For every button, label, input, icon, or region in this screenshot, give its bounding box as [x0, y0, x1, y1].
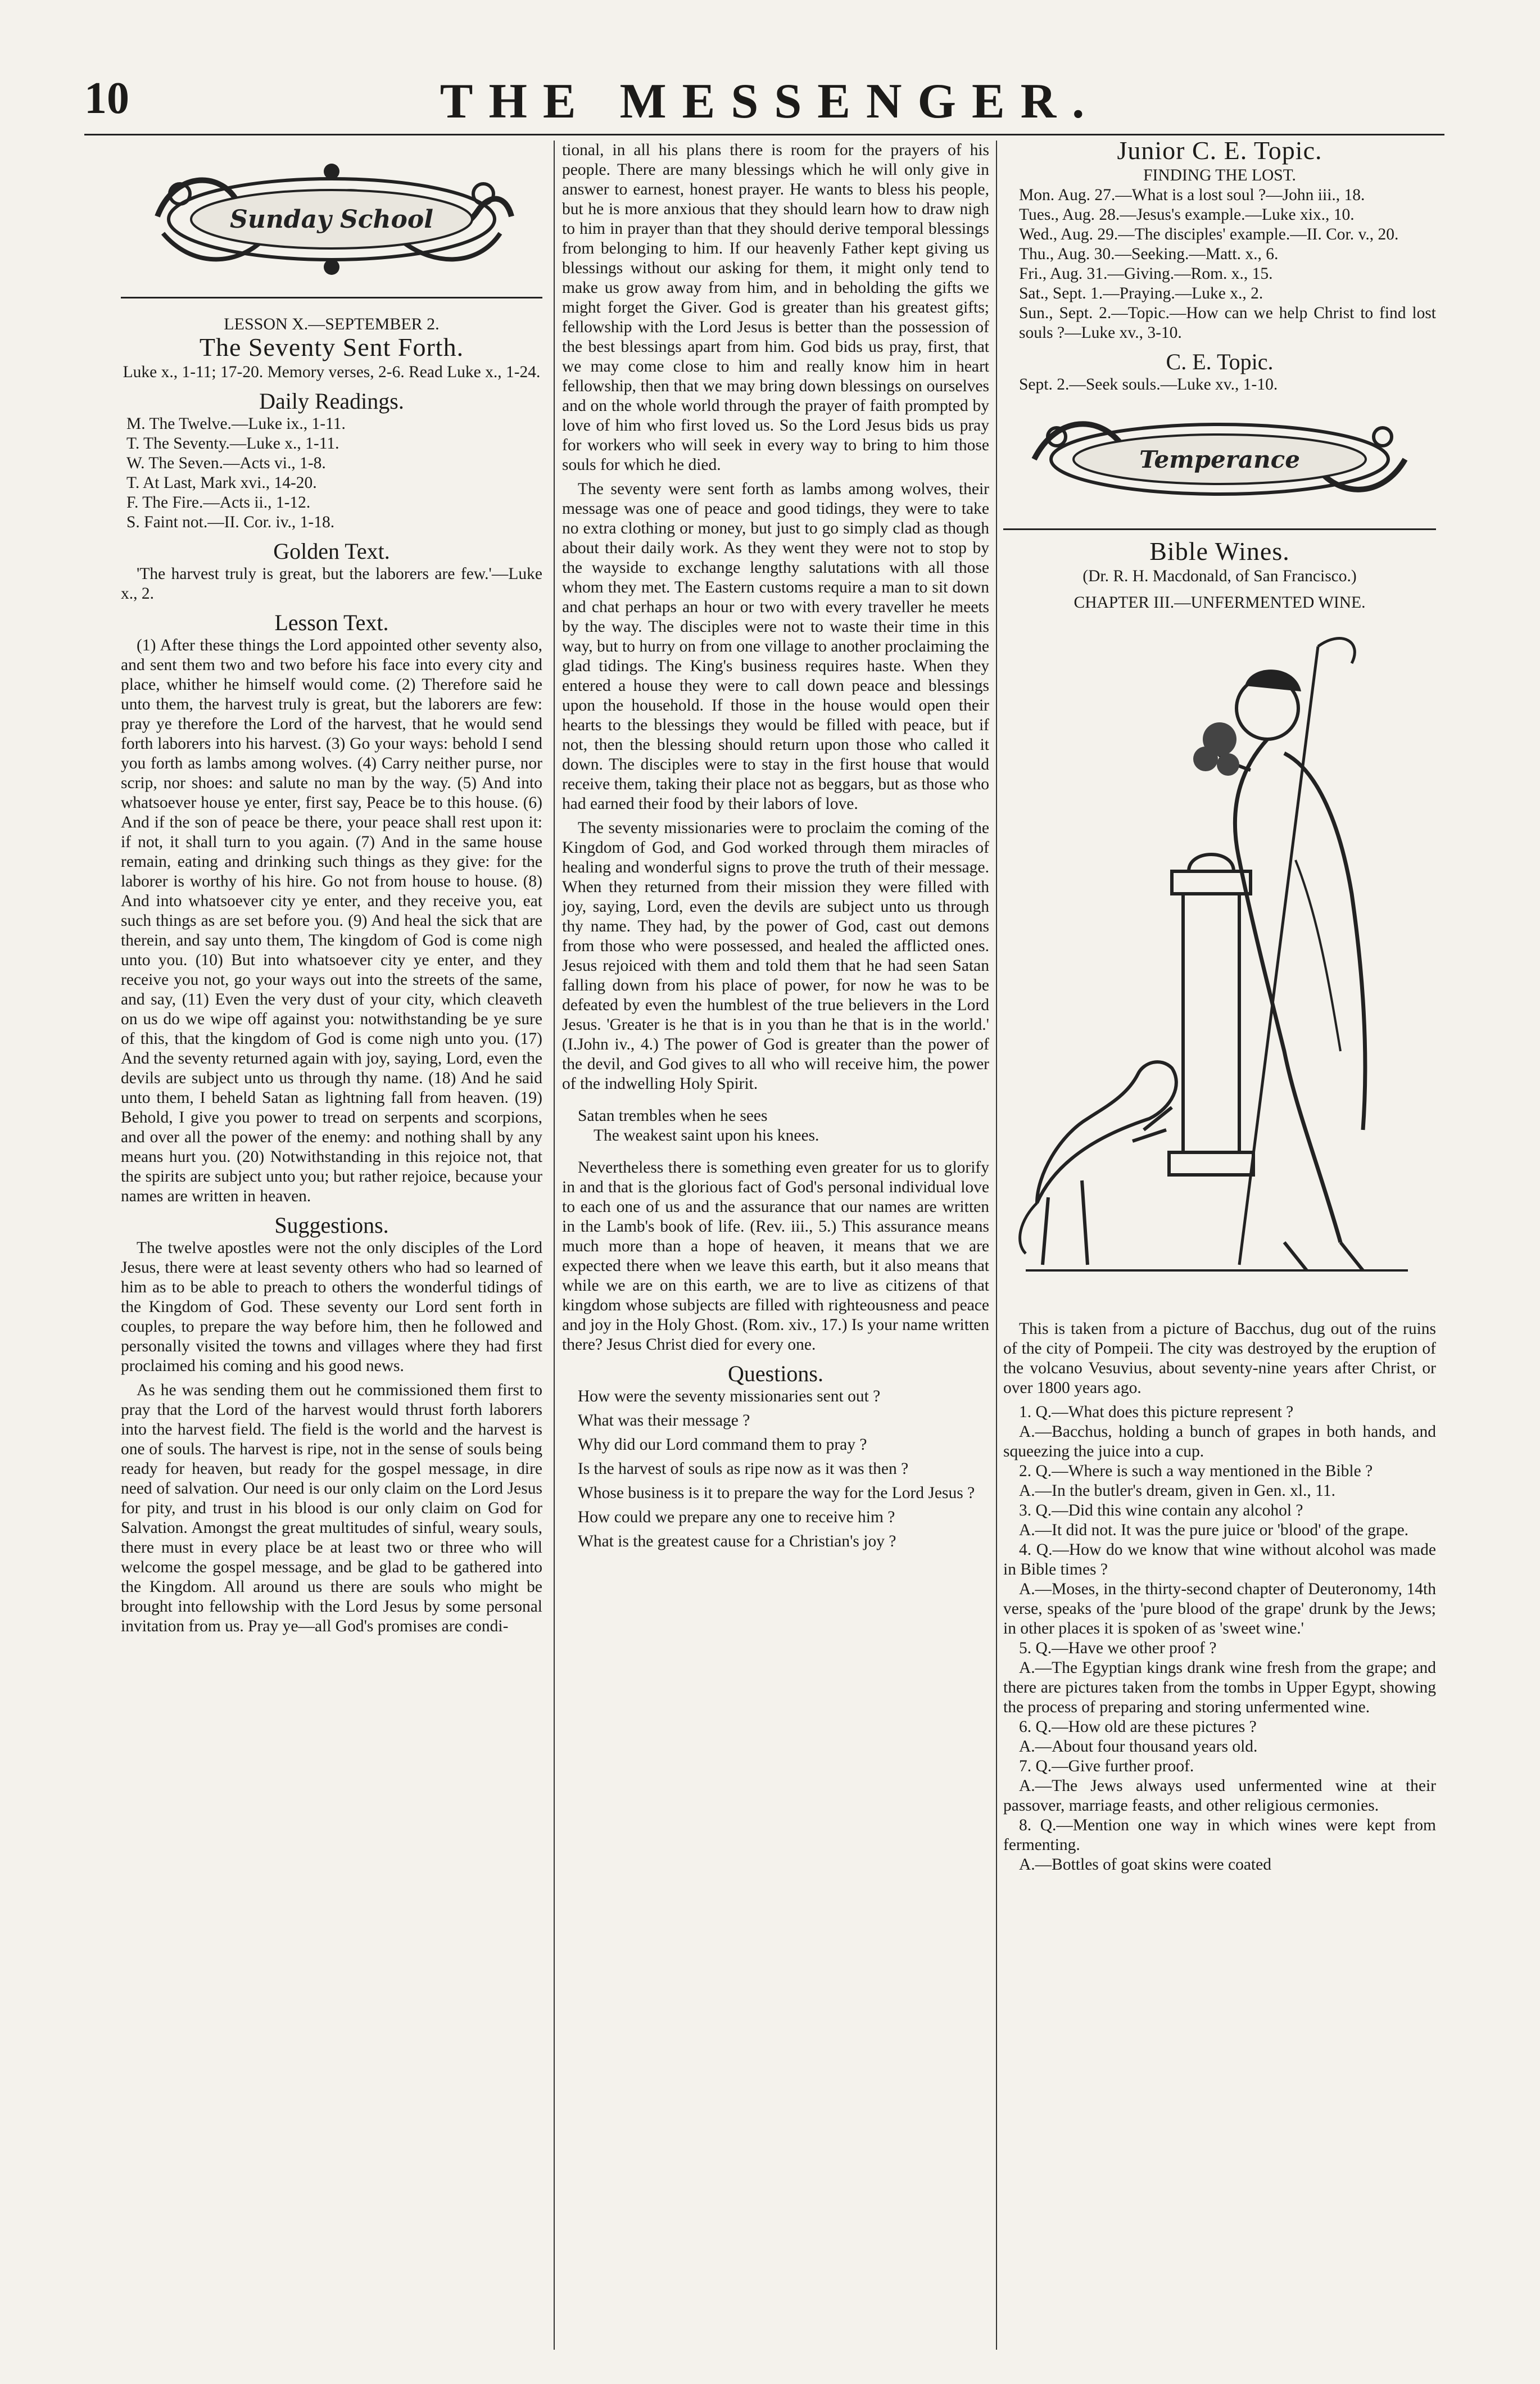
column-sunday-school	[121, 141, 542, 1641]
lesson-text-heading: Lesson Text.	[274, 610, 389, 635]
column-divider	[554, 141, 555, 2350]
ornament-scroll-icon	[1023, 403, 1416, 515]
qa-line: 7. Q.—Give further proof.	[1019, 1757, 1194, 1775]
sunday-school-ornament	[121, 141, 542, 292]
topic-item: Tues., Aug. 28.—Jesus's example.—Luke xix., 10.	[1019, 206, 1355, 224]
qa-line: A.—The Egyptian kings drank wine fresh from the grape; and there are pictures taken from the tombs in Upper Egypt, showing the process of preparing and storing unfermented wine.	[1003, 1659, 1436, 1716]
qa-line: 8. Q.—Mention one way in which wines were kept from fermenting.	[1003, 1816, 1436, 1854]
ornament-scroll-icon	[141, 149, 523, 284]
topic-item: Wed., Aug. 29.—The disciples' example.—II. Cor. v., 20.	[1019, 225, 1399, 243]
masthead	[0, 73, 1540, 141]
qa-line: A.—Moses, in the thirty-second chapter of Deuteronomy, 14th verse, speaks of the 'pure blood of the grape' drunk by the Jews; in other places it is spoken of as 'sweet wine.'	[1003, 1580, 1436, 1637]
column-topics	[1003, 136, 1436, 1875]
suggestions-paragraph: As he was sending them out he commissioned them first to pray that the Lord of the harvest would thrust forth laborers into the harvest field. The field is the world and the harvest is one of souls. The harvest is ripe, not in the sense of souls being ready for heaven, but ready for the gospel message, in dire need of salvation. Our need is our only claim on the Lord Jesus for pity, and trust in his blood is our only claim on God for Salvation. Amongst the great multitudes of sinful, weary souls, there must in every place be at least two or three who will welcome the gospel message, and be glad to be gathered into the Kingdom. All around us there are souls who might be brought into fellowship with the Lord Jesus by some personal invitation from us. Pray ye—all God's promises are condi-	[121, 1381, 542, 1635]
bacchus-illustration	[1003, 624, 1436, 1304]
daily-reading: M. The Twelve.—Luke ix., 1-11.	[126, 415, 346, 433]
column-divider	[996, 141, 997, 2350]
golden-text-heading: Golden Text.	[273, 539, 390, 564]
daily-reading: S. Faint not.—II. Cor. iv., 1-18.	[126, 513, 335, 531]
section-rule	[121, 297, 542, 298]
lesson-text-body: (1) After these things the Lord appointed other seventy also, and sent them two and two before his face into every city and place, whither he himself would come. (2) Therefore said he unto them, the harvest truly is great, but the laborers are few: pray ye therefore the Lord of the harvest, that he would send forth laborers into his harvest. (3) Go your ways: behold I send you forth as lambs among wolves. (4) Carry neither purse, nor scrip, nor shoes: and salute no man by the way. (5) And into whatsoever house ye enter, first say, Peace be to this house. (6) And if the son of peace be there, your peace shall rest upon it: if not, it shall turn to you again. (7) And in the same house remain, eating and drinking such things as they give: for the laborer is worthy of his hire. Go not from house to house. (8) And into whatsoever city ye enter, and they receive you, eat such things as are set before you. (9) And heal the sick that are therein, and say unto them, The kingdom of God is come nigh unto you. (10) But into whatsoever city ye enter, and they receive you not, go your ways out into the streets of the same, and say, (11) Even the very dust of your city, which cleaveth on us do we wipe off against you: notwithstanding be ye sure of this, that the kingdom of God is come nigh unto you. (17) And the seventy returned again with joy, saying, Lord, even the devils are subject unto us through thy name. (18) And he said unto them, I beheld Satan as lightning fall from heaven. (19) Behold, I give you power to tread on serpents and scorpions, and over all the power of the enemy: and nothing shall by any means hurt you. (20) Notwithstanding in this rejoice not, that the spirits are subject unto you; but rather rejoice, because your names are written in heaven.	[121, 636, 542, 1205]
question: Whose business is it to prepare the way for the Lord Jesus ?	[578, 1484, 975, 1502]
qa-line: 2. Q.—Where is such a way mentioned in the Bible ?	[1019, 1462, 1373, 1480]
qa-line: A.—About four thousand years old.	[1019, 1738, 1258, 1756]
questions-heading: Questions.	[728, 1361, 823, 1386]
question: What was their message ?	[578, 1412, 750, 1430]
qa-line: 3. Q.—Did this wine contain any alcohol ?	[1019, 1501, 1303, 1519]
topic-item: Fri., Aug. 31.—Giving.—Rom. x., 15.	[1019, 265, 1273, 283]
column-commentary	[562, 141, 989, 1556]
qa-line: A.—The Jews always used unfermented wine at their passover, marriage feasts, and other religious cermonies.	[1003, 1777, 1436, 1815]
commentary-paragraph: tional, in all his plans there is room for the prayers of his people. There are many blessings which he will only give in answer to earnest, honest prayer. He wants to bless his people, but he is more anxious that they should learn how to draw nigh to him in prayer than that they should derive temporal blessings from belonging to him. If our heavenly Father kept giving us blessings without our asking for them, it might only tend to make us grow away from him, and in beholding the gifts we might forget the Giver. God is greater than his greatest gifts; fellowship with the Lord Jesus is better than the possession of the best blessings apart from him. God bids us pray, first, that we may come close to him and really know him in heart fellowship, then that we may bring down blessings on ourselves and on the whole world through the prayer of faith prompted by love of him who first loved us. So the Lord Jesus bids us pray for workers who will seek in every way to bring to him those souls for which he died.	[562, 141, 989, 474]
ce-topic-item: Sept. 2.—Seek souls.—Luke xv., 1-10.	[1019, 376, 1278, 393]
qa-line: 5. Q.—Have we other proof ?	[1019, 1639, 1217, 1657]
junior-topic-list	[1003, 186, 1436, 343]
temperance-ornament	[1003, 395, 1436, 524]
question: How could we prepare any one to receive him ?	[578, 1508, 895, 1526]
commentary-paragraph: Nevertheless there is something even greater for us to glorify in and that is the glorious fact of God's personal individual love to each one of us and the assurance that our names are written in the Lamb's book of life. (Rev. iii., 5.) This assurance means much more than a hope of heaven, it means that we are expected there when we leave this earth, but it also means that while we are on this earth, we are to live as citizens of that kingdom whose subjects are filled with righteousness and peace and joy in the Holy Ghost. (Rom. xiv., 17.) Is your name written there? Jesus Christ died for every one.	[562, 1159, 989, 1354]
question: Is the harvest of souls as ripe now as it was then ?	[578, 1460, 909, 1478]
topic-item: Mon. Aug. 27.—What is a lost soul ?—John iii., 18.	[1019, 186, 1365, 204]
topic-item: Sun., Sept. 2.—Topic.—How can we help Christ to find lost souls ?—Luke xv., 3-10.	[1019, 304, 1436, 342]
daily-reading: T. The Seventy.—Luke x., 1-11.	[126, 435, 339, 453]
question: Why did our Lord command them to pray ?	[578, 1436, 867, 1454]
svg-text:Temperance: Temperance	[1139, 446, 1300, 473]
qa-line: 1. Q.—What does this picture represent ?	[1019, 1403, 1294, 1421]
qa-line: A.—Bacchus, holding a bunch of grapes in both hands, and squeezing the juice into a cup.	[1003, 1423, 1436, 1460]
newspaper-title: THE MESSENGER.	[440, 74, 1100, 129]
qa-line: 4. Q.—How do we know that wine without alcohol was made in Bible times ?	[1003, 1541, 1436, 1578]
section-rule	[1003, 528, 1436, 530]
ce-topic-heading: C. E. Topic.	[1166, 349, 1274, 374]
daily-readings-heading: Daily Readings.	[259, 388, 404, 414]
daily-readings-list	[121, 414, 542, 532]
daily-reading: W. The Seven.—Acts vi., 1-8.	[126, 454, 326, 472]
daily-reading: T. At Last, Mark xvi., 14-20.	[126, 474, 317, 492]
junior-topic-subtitle: FINDING THE LOST.	[1143, 166, 1296, 184]
lesson-reference: Luke x., 1-11; 17-20. Memory verses, 2-6. Read Luke x., 1-24.	[123, 363, 541, 381]
poem-line: The weakest saint upon his knees.	[594, 1127, 819, 1144]
article-author: (Dr. R. H. Macdonald, of San Francisco.)	[1082, 567, 1357, 585]
illustration-caption: This is taken from a picture of Bacchus, dug out of the ruins of the city of Pompeii. The city was destroyed by the eruption of the volcano Vesuvius, about seventy-nine years after Christ, or over 1800 years ago.	[1003, 1320, 1436, 1397]
suggestions-paragraph: The twelve apostles were not the only disciples of the Lord Jesus, there were at least seventy others who had so learned of him as to be able to preach to others the wonderful tidings of the Kingdom of God. These seventy our Lord sent forth in couples, to prepare the way before him, then he followed and personally visited the towns and villages where they had first proclaimed his coming and his good news.	[121, 1239, 542, 1375]
lesson-number: LESSON X.—SEPTEMBER 2.	[224, 315, 440, 333]
poem-line: Satan trembles when he sees	[578, 1107, 768, 1125]
qa-line: 6. Q.—How old are these pictures ?	[1019, 1718, 1257, 1736]
svg-text:Sunday School: Sunday School	[230, 205, 433, 234]
poem-quote	[578, 1106, 989, 1146]
suggestions-heading: Suggestions.	[274, 1213, 389, 1238]
junior-topic-heading: Junior C. E. Topic.	[1117, 136, 1322, 165]
qa-line: A.—Bottles of goat skins were coated	[1019, 1856, 1271, 1874]
topic-item: Sat., Sept. 1.—Praying.—Luke x., 2.	[1019, 284, 1263, 302]
page-number: 10	[84, 74, 129, 123]
question: How were the seventy missionaries sent out ?	[578, 1387, 881, 1405]
commentary-paragraph: The seventy missionaries were to proclaim the coming of the Kingdom of God, and God worked through them miracles of healing and wonderful signs to prove the truth of their message. When they returned from their mission they were filled with joy, saying, Lord, even the devils are subject unto us through thy name. They had, by the power of God, cast out demons from those who were possessed, and healed the afflicted ones. Jesus rejoiced with them and told them that he had seen Satan falling down from his place of power, for now he was to be defeated by even the humblest of the true believers in the Lord Jesus. 'Greater is he that is in you than he that is in the world.' (I.John iv., 4.) The power of God is greater than the power of the devil, and God gives to all who will receive him, the power of the indwelling Holy Spirit.	[562, 819, 989, 1093]
qa-line: A.—It did not. It was the pure juice or 'blood' of the grape.	[1019, 1521, 1409, 1539]
commentary-paragraph: The seventy were sent forth as lambs among wolves, their message was one of peace and good tidings, they were to take no extra clothing or money, but just to go simply clad as though about their daily work. As they went they were not to stop by the wayside to exchange lengthy salutations with all those whom they met. The Eastern customs require a man to sit down and chat perhaps an hour or two with every traveller he meets by the way. The disciples were not to waste their time in this way, but to hurry on from one village to another proclaiming the glad tidings. The King's business requires haste. When they entered a house they were to call down peace and blessings upon the household. If those in the house would open their hearts to the blessings they would be filled with peace, but if not, then the blessing should return upon those who called it down. The disciples were to stay in the first house that would receive them, taking their place not as beggars, but as those who had earned their food by their labors of love.	[562, 480, 989, 813]
golden-text: 'The harvest truly is great, but the laborers are few.'—Luke x., 2.	[121, 565, 542, 603]
question: What is the greatest cause for a Christian's joy ?	[578, 1532, 896, 1550]
lesson-title: The Seventy Sent Forth.	[199, 333, 464, 361]
masthead-rule	[84, 134, 1444, 135]
topic-item: Thu., Aug. 30.—Seeking.—Matt. x., 6.	[1019, 245, 1279, 263]
catechism-list	[1003, 1403, 1436, 1875]
qa-line: A.—In the butler's dream, given in Gen. xl., 11.	[1019, 1482, 1335, 1500]
daily-reading: F. The Fire.—Acts ii., 1-12.	[126, 494, 311, 512]
bible-wines-heading: Bible Wines.	[1149, 537, 1290, 566]
chapter-title: CHAPTER III.—UNFERMENTED WINE.	[1074, 594, 1366, 612]
